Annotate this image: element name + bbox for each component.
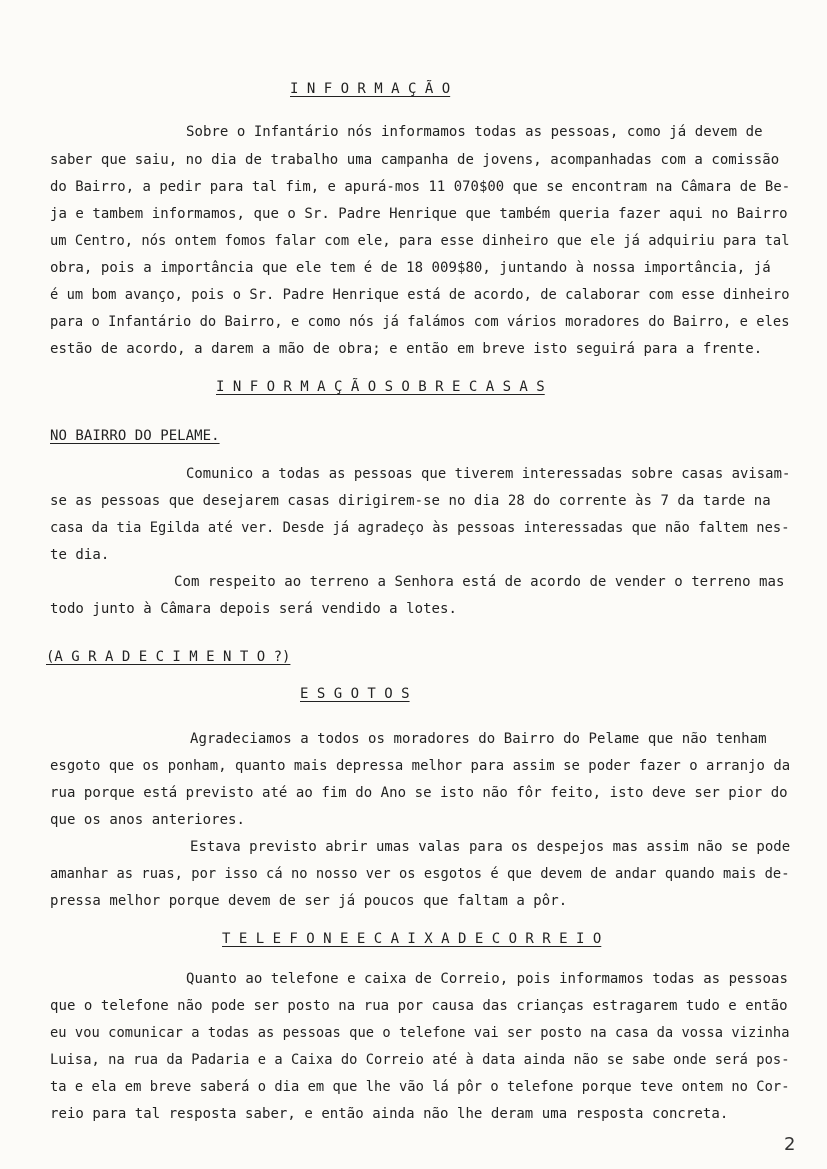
section-title-esgotos: E S G O T O S [300, 686, 410, 702]
text-line: Com respeito ao terreno a Senhora está de acordo de vender o terreno mas [174, 574, 785, 590]
text-line: que o telefone não pode ser posto na rua por causa das crianças estragarem tudo e então [50, 998, 788, 1014]
text-line: para o Infantário do Bairro, e como nós já falámos com vários moradores do Bairro, e eles [50, 314, 790, 330]
section-title-telefone: T E L E F O N E E C A I X A D E C O R R E I O [222, 931, 602, 947]
text-line: Comunico a todas as pessoas que tiverem interessadas sobre casas avisam- [186, 466, 791, 482]
text-line: é um bom avanço, pois o Sr. Padre Henrique está de acordo, de calaborar com esse dinheiro [50, 287, 790, 303]
section-title-informacao: I N F O R M A Ç Ã O [290, 81, 451, 97]
text-line: do Bairro, a pedir para tal fim, e apurá-mos 11 070$00 que se encontram na Câmara de Be- [50, 179, 791, 195]
text-line: ta e ela em breve saberá o dia em que lhe vão lá pôr o telefone porque teve ontem no Cor- [50, 1079, 790, 1095]
text-line: Estava previsto abrir umas valas para os despejos mas assim não se pode [190, 839, 791, 855]
text-line: rua porque está previsto até ao fim do Ano se isto não fôr feito, isto deve ser pior do [50, 785, 788, 801]
text-line: obra, pois a importância que ele tem é de 18 009$80, juntando à nossa importância, já [50, 260, 771, 276]
text-line: esgoto que os ponham, quanto mais depressa melhor para assim se poder fazer o arranjo da [50, 758, 791, 774]
text-line: reio para tal resposta saber, e então ainda não lhe deram uma resposta concreta. [50, 1106, 729, 1122]
text-line: estão de acordo, a darem a mão de obra; e então em breve isto seguirá para a frente. [50, 341, 763, 357]
text-line: pressa melhor porque devem de ser já poucos que faltam a pôr. [50, 893, 568, 909]
section-subtitle-bairro: NO BAIRRO DO PELAME. [50, 428, 220, 444]
text-line: amanhar as ruas, por isso cá no nosso ver os esgotos é que devem de andar quando mais de- [50, 866, 790, 882]
text-line: eu vou comunicar a todas as pessoas que o telefone vai ser posto na casa da vossa vizinha [50, 1025, 790, 1041]
text-line: que os anos anteriores. [50, 812, 246, 828]
text-line: se as pessoas que desejarem casas dirigirem-se no dia 28 do corrente às 7 da tarde na [50, 493, 771, 509]
text-line: Luisa, na rua da Padaria e a Caixa do Correio até à data ainda não se sabe onde será pos- [50, 1052, 790, 1068]
text-line: te dia. [50, 547, 110, 563]
text-line: casa da tia Egilda até ver. Desde já agradeço às pessoas interessadas que não faltem nes- [50, 520, 790, 536]
text-line: ja e tambem informamos, que o Sr. Padre Henrique que também queria fazer aqui no Bairro [50, 206, 788, 222]
text-line: Quanto ao telefone e caixa de Correio, pois informamos todas as pessoas [186, 971, 788, 987]
text-line: todo junto à Câmara depois será vendido a lotes. [50, 601, 457, 617]
section-title-casas: I N F O R M A Ç Ã O S O B R E C A S A S [216, 379, 545, 395]
note-agradecimento: (A G R A D E C I M E N T O ?) [46, 649, 291, 665]
text-line: Sobre o Infantário nós informamos todas as pessoas, como já devem de [186, 124, 763, 140]
text-line: Agradeciamos a todos os moradores do Bairro do Pelame que não tenham [190, 731, 767, 747]
page-number: 2 [784, 1134, 796, 1155]
text-line: saber que saiu, no dia de trabalho uma campanha de jovens, acompanhadas com a comissão [50, 152, 780, 168]
text-line: um Centro, nós ontem fomos falar com ele, para esse dinheiro que ele já adquiriu para tal [50, 233, 790, 249]
